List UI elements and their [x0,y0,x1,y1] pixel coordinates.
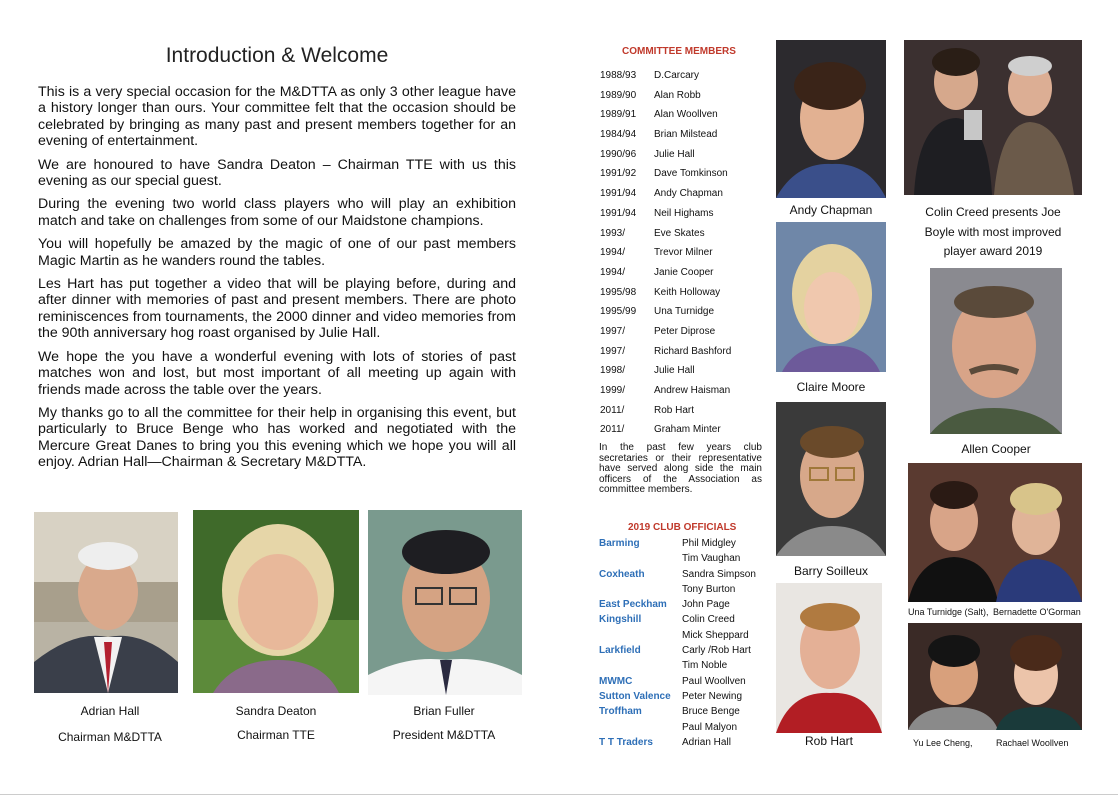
adrian-hall-photo [34,512,178,693]
club-name: Sutton Valence [599,690,671,702]
colin-creed-joe-boyle-photo [904,40,1082,195]
committee-row [600,243,760,263]
committee-row [600,66,760,86]
committee-row [600,342,760,362]
club-official-name: Bruce Benge [682,706,740,718]
committee-years: 1995/99 [600,306,637,318]
una-bernadette-photo [908,463,1082,602]
caption-line: Boyle with most improved [924,224,1062,239]
committee-row [600,302,760,322]
intro-text [38,84,516,478]
committee-row [600,184,760,204]
allen-cooper-photo [930,268,1062,434]
club-officials-list [599,536,769,750]
club-official-row [599,674,769,689]
committee-note: In the past few years club secretaries or their representative have served along side the main officers of the Association as committee members. [599,442,762,496]
page-bottom-rule [0,794,1118,795]
club-name: T T Traders [599,736,653,748]
club-official-row [599,536,769,551]
club-name: Larkfield [599,645,641,657]
club-official-name: Tim Noble [682,660,728,672]
barry-soilleux-photo [776,402,886,556]
photo-caption: Yu Lee Cheng, [913,738,973,748]
club-official-row [599,628,769,643]
club-official-name: Tony Burton [682,583,736,595]
committee-row [600,204,760,224]
committee-row [600,322,760,342]
andy-chapman-photo [776,40,886,198]
club-official-row [599,612,769,627]
club-official-row [599,567,769,582]
photo-caption: Claire Moore [796,380,866,394]
committee-years: 1998/ [600,365,626,377]
brian-fuller-photo [368,510,522,695]
committee-row [600,361,760,381]
club-name [599,720,682,735]
club-official-name: Sandra Simpson [682,568,756,580]
committee-years: 1989/90 [600,89,637,101]
committee-row [600,283,760,303]
committee-years: 1984/94 [600,129,637,141]
page-title: Introduction & Welcome [165,44,389,67]
claire-moore-photo [776,222,886,372]
committee-member-name: Andrew Haisman [654,385,731,396]
club-official-row [599,720,769,735]
photo-caption: Andy Chapman [789,203,873,217]
club-official-row [599,551,769,566]
committee-member-name: Keith Holloway [654,286,721,298]
committee-member-name: Peter Diprose [654,325,716,337]
intro-paragraph: We are honoured to have Sandra Deaton – Chairman TTE with us this evening as our special guest. [38,156,516,190]
officer-name: Brian Fuller [413,704,475,718]
committee-row [600,224,760,244]
club-official-row [599,689,769,704]
committee-row [600,420,760,440]
committee-years: 1991/92 [600,168,637,180]
committee-member-name: Rob Hart [654,404,695,416]
club-name: MWMC [599,675,633,687]
committee-member-name: Julie Hall [654,148,695,160]
committee-years: 1988/93 [600,70,637,81]
photo-caption: Allen Cooper [961,442,1031,456]
sandra-deaton-photo [193,510,359,693]
committee-member-name: Janie Cooper [654,266,714,278]
yulee-rachael-photo [908,623,1082,730]
rob-hart-photo [776,583,882,733]
officer-name: Adrian Hall [80,704,140,718]
intro-paragraph: We hope the you have a wonderful evening with lots of stories of past matches won and lost, but most important of all meeting up again with friends made across the table over the years. [38,348,516,398]
committee-years: 1993/ [600,227,626,239]
photo-caption: Rachael Woollven [996,738,1069,748]
committee-member-name: Trevor Milner [654,247,713,259]
committee-years: 1994/ [600,266,626,278]
committee-row [600,381,760,401]
committee-years: 2011/ [600,404,625,416]
club-name [599,551,682,566]
committee-member-name: Eve Skates [654,227,705,239]
committee-member-name: Andy Chapman [654,188,723,200]
committee-years: 2011/ [600,424,625,436]
club-official-row [599,704,769,719]
committee-years: 1989/91 [600,109,637,121]
committee-member-name: Julie Hall [654,365,695,377]
committee-years: 1997/ [600,345,626,357]
club-official-name: Paul Malyon [682,721,738,733]
photo-caption: Bernadette O'Gorman [993,607,1081,617]
club-official-name: John Page [682,599,730,611]
club-official-row [599,643,769,658]
caption-line: Colin Creed presents Joe [925,205,1061,219]
intro-paragraph: You will hopefully be amazed by the magic of one of our past members Magic Martin as he wanders round the tables. [38,236,516,269]
committee-member-name: Alan Woollven [654,109,718,121]
committee-years: 1991/94 [600,207,637,219]
committee-member-name: Richard Bashford [654,345,732,357]
committee-years: 1991/94 [600,188,637,200]
club-name: Troffham [599,706,642,718]
club-name: East Peckham [599,599,667,611]
committee-member-name: Una Turnidge [654,306,715,318]
club-official-name: Peter Newing [682,690,743,702]
officer-name: Sandra Deaton [235,704,317,718]
club-name: Barming [599,538,640,549]
club-official-name: Colin Creed [682,614,735,626]
club-official-name: Adrian Hall [682,736,731,748]
committee-years: 1995/98 [600,286,637,298]
intro-paragraph: During the evening two world class players who will play an exhibition match and take on challenges from some of our Maidstone champions. [38,196,516,229]
club-name: Kingshill [599,614,642,626]
caption-line: player award 2019 [943,244,1043,258]
committee-row [600,125,760,145]
committee-list [600,66,760,440]
committee-row [600,263,760,283]
officer-role: Chairman M&DTTA [58,730,162,744]
officer-role: Chairman TTE [237,728,315,742]
intro-paragraph: This is a very special occasion for the M&DTTA as only 3 other league have a history longer than ours. Your committee felt that the occasion should be celebrated by bringing as many past and present members together for an evening of entertainment. [38,84,516,150]
committee-member-name: Brian Milstead [654,129,718,141]
club-name [599,582,682,597]
committee-row [600,401,760,421]
club-official-name: Mick Sheppard [682,629,749,641]
club-official-row [599,735,769,750]
committee-row [600,86,760,106]
intro-paragraph: Les Hart has put together a video that will be playing before, during and after dinner with memories of past and present members. There are photo reminiscences from tournaments, the 2000 dinner and video memories from the 90th anniversary hog roast organised by Julie Hall. [38,276,516,342]
intro-paragraph: My thanks go to all the committee for their help in organising this event, but particularly to Bruce Benge who has worked and negotiated with the Mercure Great Danes to bring you this evening which we hope you will all enjoy. Adrian Hall—Chairman & Secretary M&DTTA. [38,404,516,471]
club-official-row [599,582,769,597]
committee-row [600,164,760,184]
committee-member-name: D.Carcary [654,70,700,81]
officer-role: President M&DTTA [392,728,496,742]
club-official-name: Paul Woollven [682,675,746,687]
committee-row [600,105,760,125]
club-officials-heading: 2019 CLUB OFFICIALS [628,522,737,533]
committee-member-name: Dave Tomkinson [654,168,728,180]
committee-years: 1994/ [600,247,626,259]
committee-member-name: Alan Robb [654,89,701,101]
club-official-name: Carly /Rob Hart [682,645,751,657]
photo-caption: Barry Soilleux [793,564,869,578]
club-name [599,628,682,643]
committee-years: 1997/ [600,325,626,337]
photo-caption-colin [904,203,1082,262]
club-name [599,658,682,673]
committee-years: 1990/96 [600,148,637,160]
committee-member-name: Neil Highams [654,207,714,219]
committee-member-name: Graham Minter [654,424,721,436]
club-official-row [599,597,769,612]
club-name: Coxheath [599,568,645,580]
photo-caption: Una Turnidge (Salt), [908,607,989,617]
club-official-row [599,658,769,673]
committee-row [600,145,760,165]
committee-years: 1999/ [600,385,626,396]
club-official-name: Phil Midgley [682,538,736,549]
committee-heading: COMMITTEE MEMBERS [622,46,736,57]
club-official-name: Tim Vaughan [682,553,741,565]
photo-caption: Rob Hart [804,734,854,748]
